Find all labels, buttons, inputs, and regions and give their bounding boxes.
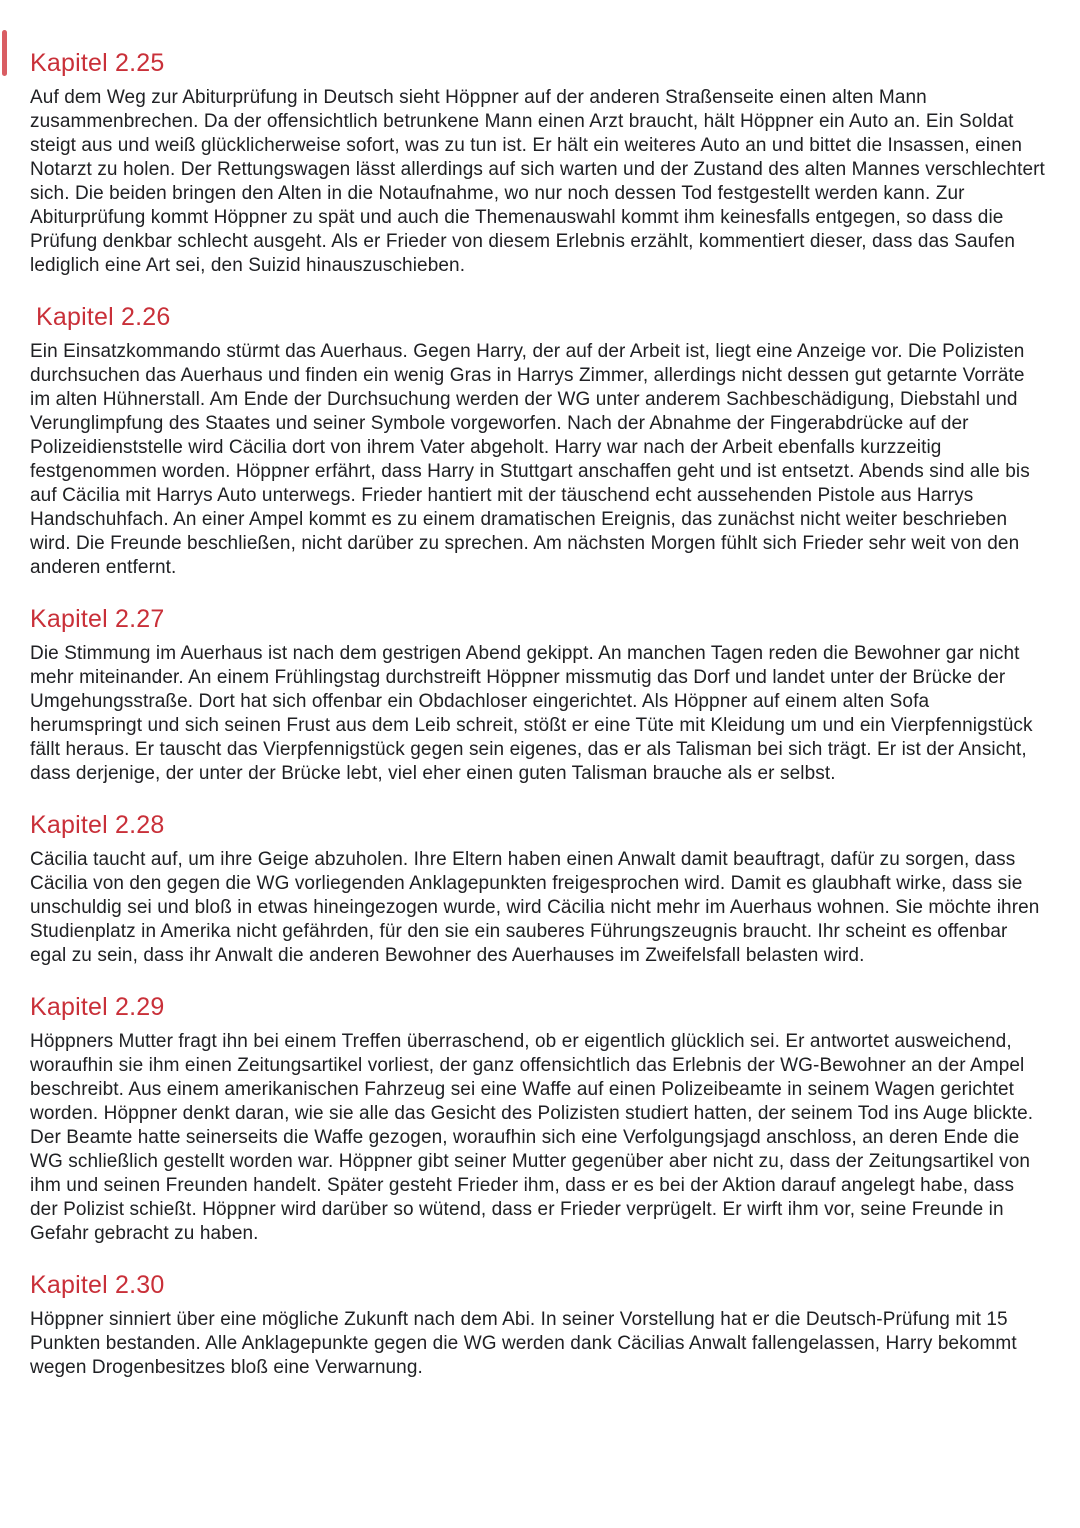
chapter-summary-text: Cäcilia taucht auf, um ihre Geige abzuholen. Ihre Eltern haben einen Anwalt damit beauftragt, dafür zu sorgen, dass Cäcilia von den gegen die WG vorliegenden Anklagepunkten freigesprochen wird. Damit es glaubhaft wirke, dass sie unschuldig sei und bloß in etwas hineingezogen wurde, wird Cäcilia nicht mehr im Auerhaus wohnen. Sie möchte ihren Studienplatz in Amerika nicht gefährden, für den sie ein sauberes Führungszeugnis braucht. Ihr scheint es offenbar egal zu sein, dass ihr Anwalt die anderen Bewohner des Auerhauses im Zweifelsfall belasten wird. bbox=[30, 849, 1040, 966]
chapter-heading: Kapitel 2.25 bbox=[30, 49, 165, 77]
chapter-heading: Kapitel 2.26 bbox=[36, 303, 171, 331]
chapter-summary-text: Höppner sinniert über eine mögliche Zukunft nach dem Abi. In seiner Vorstellung hat er die Deutsch-Prüfung mit 15 Punkten bestanden. Alle Anklagepunkte gegen die WG werden dank Cäcilias Anwalt fallengelassen, Harry bekommt wegen Drogenbesitzes bloß eine Verwarnung. bbox=[30, 1309, 1017, 1378]
chapter-section-2-26 bbox=[30, 302, 1046, 580]
chapter-section-2-29 bbox=[30, 992, 1046, 1246]
chapter-section-2-25 bbox=[30, 48, 1046, 278]
chapter-summary-text: Ein Einsatzkommando stürmt das Auerhaus. Gegen Harry, der auf der Arbeit ist, liegt eine Anzeige vor. Die Polizisten durchsuchen das Auerhaus und finden ein wenig Gras in Harrys Zimmer, allerdings nicht dessen gut getarnte Vorräte im alten Hühnerstall. Am Ende der Durchsuchung werden der WG unter anderem Sachbeschädigung, Diebstahl und Verunglimpfung des Staates und seiner Symbole vorgeworfen. Nach der Abnahme der Fingerabdrücke auf der Polizeidienststelle wird Cäcilia dort von ihrem Vater abgeholt. Harry war nach der Arbeit ebenfalls kurzzeitig festgenommen worden. Höppner erfährt, dass Harry in Stuttgart anschaffen geht und ist entsetzt. Abends sind alle bis auf Cäcilia mit Harrys Auto unterwegs. Frieder hantiert mit der täuschend echt aussehenden Pistole aus Harrys Handschuhfach. An einer Ampel kommt es zu einem dramatischen Ereignis, das zunächst nicht weiter beschrieben wird. Die Freunde beschließen, nicht darüber zu sprechen. Am nächsten Morgen fühlt sich Frieder sehr weit von den anderen entfernt. bbox=[30, 341, 1030, 578]
chapter-summary-text: Höppners Mutter fragt ihn bei einem Treffen überraschend, ob er eigentlich glücklich sei. Er antwortet ausweichend, woraufhin sie ihm einen Zeitungsartikel vorliest, der ganz offensichtlich das Erlebnis der WG-Bewohner an der Ampel beschreibt. Aus einem amerikanischen Fahrzeug sei eine Waffe auf einen Polizeibeamte in seinem Wagen gerichtet worden. Höppner denkt daran, wie sie alle das Gesicht des Polizisten studiert hatten, der seinem Tod ins Auge blickte. Der Beamte hatte seinerseits die Waffe gezogen, woraufhin sich eine Verfolgungsjagd anschloss, an deren Ende die WG schließlich gestellt worden war. Höppner gibt seiner Mutter gegenüber aber nicht zu, dass der Zeitungsartikel von ihm und seinen Freunden handelt. Später gesteht Frieder ihm, dass er es bei der Aktion darauf angelegt habe, dass der Polizist schießt. Höppner wird darüber so wütend, dass er Frieder verprügelt. Er wirft ihm vor, seine Freunde in Gefahr gebracht zu haben. bbox=[30, 1031, 1034, 1244]
page-edge-marker bbox=[2, 30, 7, 76]
chapter-heading: Kapitel 2.29 bbox=[30, 993, 165, 1021]
chapter-heading: Kapitel 2.28 bbox=[30, 811, 165, 839]
chapter-heading: Kapitel 2.27 bbox=[30, 605, 165, 633]
chapter-section-2-30 bbox=[30, 1270, 1046, 1380]
chapter-summary-text: Die Stimmung im Auerhaus ist nach dem gestrigen Abend gekippt. An manchen Tagen reden die Bewohner gar nicht mehr miteinander. An einem Frühlingstag durchstreift Höppner missmutig das Dorf und landet unter der Brücke der Umgehungsstraße. Dort hat sich offenbar ein Obdachloser eingerichtet. Als Höppner auf einem alten Sofa herumspringt und sich seinen Frust aus dem Leib schreit, stößt er eine Tüte mit Kleidung um und ein Vierpfennigstück fällt heraus. Er tauscht das Vierpfennigstück gegen sein eigenes, das er als Talisman bei sich trägt. Er ist der Ansicht, dass derjenige, der unter der Brücke lebt, viel eher einen guten Talisman brauche als er selbst. bbox=[30, 643, 1033, 784]
chapter-heading: Kapitel 2.30 bbox=[30, 1271, 165, 1299]
chapter-section-2-28 bbox=[30, 810, 1046, 968]
chapter-section-2-27 bbox=[30, 604, 1046, 786]
chapter-summary-text: Auf dem Weg zur Abiturprüfung in Deutsch sieht Höppner auf der anderen Straßenseite einen alten Mann zusammenbrechen. Da der offensichtlich betrunkene Mann einen Arzt braucht, hält Höppner ein Auto an. Ein Soldat steigt aus und weiß glücklicherweise sofort, was zu tun ist. Er hält ein weiteres Auto an und bittet die Insassen, einen Notarzt zu holen. Der Rettungswagen lässt allerdings auf sich warten und der Zustand des alten Mannes verschlechtert sich. Die beiden bringen den Alten in die Notaufnahme, wo nur noch dessen Tod festgestellt werden kann. Zur Abiturprüfung kommt Höppner zu spät und auch die Themenauswahl kommt ihm keinesfalls entgegen, so dass die Prüfung denkbar schlecht ausgeht. Als er Frieder von diesem Erlebnis erzählt, kommentiert dieser, dass das Saufen lediglich eine Art sei, den Suizid hinauszuschieben. bbox=[30, 87, 1045, 276]
